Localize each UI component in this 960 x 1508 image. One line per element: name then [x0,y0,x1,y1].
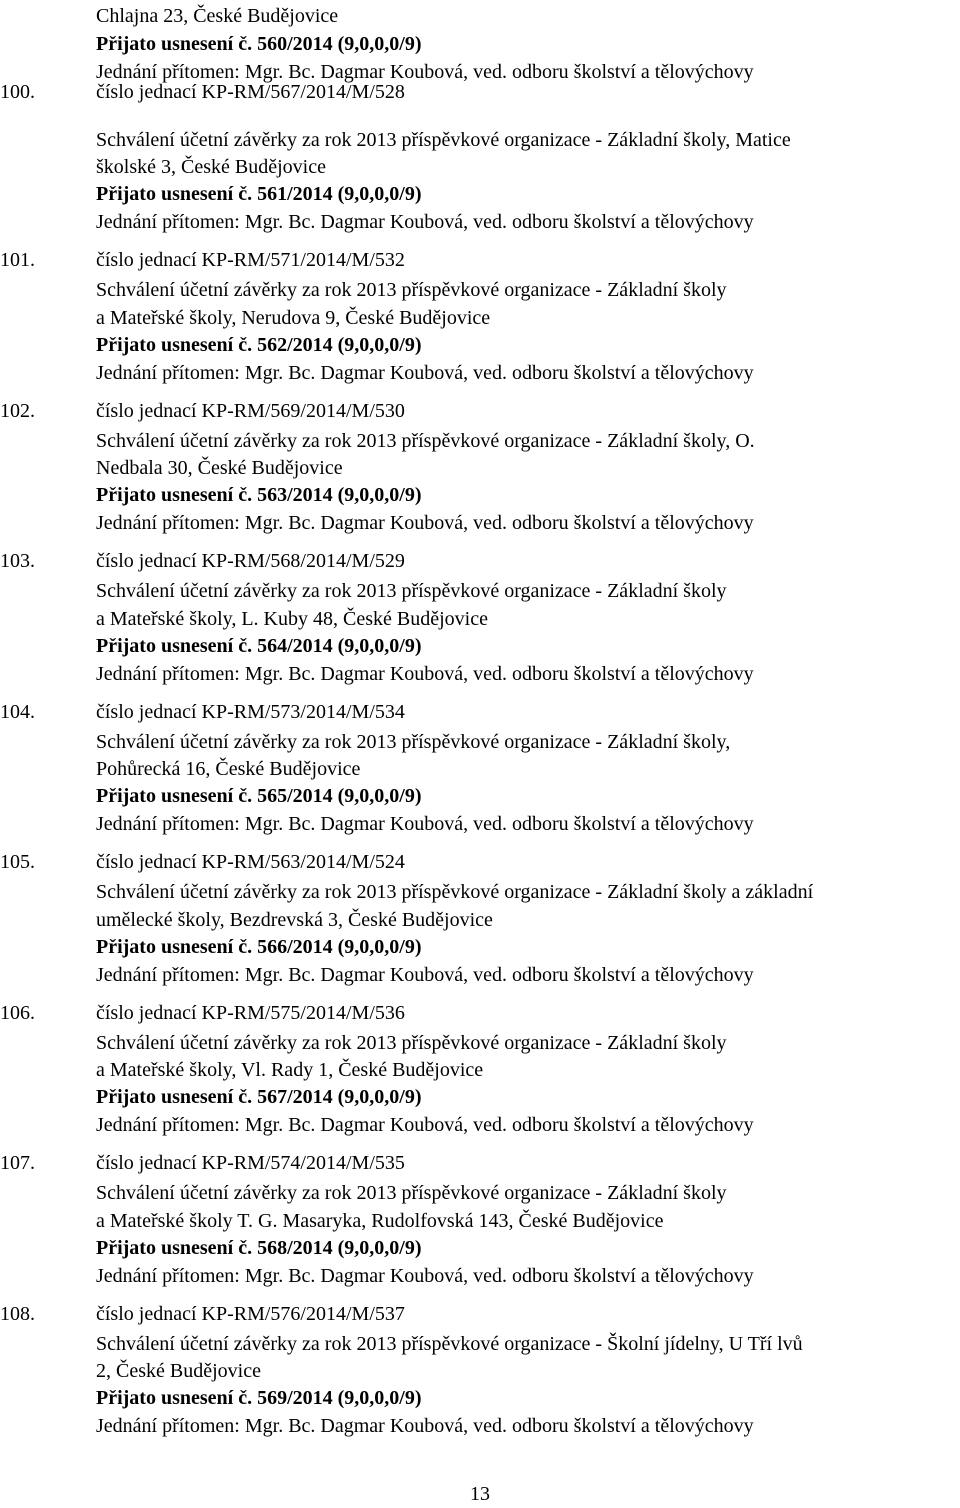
item-number: 101. [0,249,35,271]
item-resolution: Přijato usnesení č. 568/2014 (9,0,0,0/9) [96,1237,422,1259]
item-number: 106. [0,1002,35,1024]
page-number: 13 [470,1483,490,1505]
item-resolution: Přijato usnesení č. 566/2014 (9,0,0,0/9) [96,936,422,958]
item-title-line: Schválení účetní závěrky za rok 2013 příspěvkové organizace - Základní školy [96,279,727,301]
item-reference: číslo jednací KP-RM/573/2014/M/534 [96,701,405,723]
item-number: 103. [0,550,35,572]
item-title-line: Nedbala 30, České Budějovice [96,457,343,479]
item-reference: číslo jednací KP-RM/568/2014/M/529 [96,550,405,572]
item-reference: číslo jednací KP-RM/567/2014/M/528 [96,81,405,103]
item-reference: číslo jednací KP-RM/563/2014/M/524 [96,851,405,873]
item-title-line: Schválení účetní závěrky za rok 2013 příspěvkové organizace - Základní školy, Matice [96,129,791,151]
item-reference: číslo jednací KP-RM/569/2014/M/530 [96,400,405,422]
item-number: 102. [0,400,35,422]
item-reference: číslo jednací KP-RM/576/2014/M/537 [96,1303,405,1325]
item-title-line: Schválení účetní závěrky za rok 2013 příspěvkové organizace - Základní školy, [96,731,731,753]
item-title-line: a Mateřské školy, Vl. Rady 1, České Budějovice [96,1059,484,1081]
item-title-line: 2, České Budějovice [96,1360,261,1382]
item-presenter: Jednání přítomen: Mgr. Bc. Dagmar Koubová, ved. odboru školství a tělovýchovy [96,1415,754,1437]
item-presenter: Jednání přítomen: Mgr. Bc. Dagmar Koubová, ved. odboru školství a tělovýchovy [96,1265,754,1287]
item-title-line: Schválení účetní závěrky za rok 2013 příspěvkové organizace - Základní školy a základní [96,881,814,903]
item-title-line: Schválení účetní závěrky za rok 2013 příspěvkové organizace - Základní školy, O. [96,430,755,452]
item-number: 107. [0,1152,35,1174]
continued-resolution: Přijato usnesení č. 560/2014 (9,0,0,0/9) [96,33,422,55]
item-title-line: a Mateřské školy, Nerudova 9, České Budějovice [96,307,491,329]
item-presenter: Jednání přítomen: Mgr. Bc. Dagmar Koubová, ved. odboru školství a tělovýchovy [96,362,754,384]
item-resolution: Přijato usnesení č. 564/2014 (9,0,0,0/9) [96,635,422,657]
item-title-line: Schválení účetní závěrky za rok 2013 příspěvkové organizace - Základní školy [96,580,727,602]
item-title-line: a Mateřské školy, L. Kuby 48, České Budějovice [96,608,488,630]
item-number: 104. [0,701,35,723]
item-reference: číslo jednací KP-RM/575/2014/M/536 [96,1002,405,1024]
item-reference: číslo jednací KP-RM/571/2014/M/532 [96,249,405,271]
continued-address: Chlajna 23, České Budějovice [96,5,339,27]
item-resolution: Přijato usnesení č. 569/2014 (9,0,0,0/9) [96,1387,422,1409]
item-resolution: Přijato usnesení č. 561/2014 (9,0,0,0/9) [96,183,422,205]
item-resolution: Přijato usnesení č. 565/2014 (9,0,0,0/9) [96,785,422,807]
item-presenter: Jednání přítomen: Mgr. Bc. Dagmar Koubová, ved. odboru školství a tělovýchovy [96,512,754,534]
item-reference: číslo jednací KP-RM/574/2014/M/535 [96,1152,405,1174]
item-number: 105. [0,851,35,873]
item-title-line: umělecké školy, Bezdrevská 3, České Budějovice [96,909,493,931]
item-presenter: Jednání přítomen: Mgr. Bc. Dagmar Koubová, ved. odboru školství a tělovýchovy [96,813,754,835]
item-title-line: Pohůrecká 16, České Budějovice [96,758,361,780]
item-presenter: Jednání přítomen: Mgr. Bc. Dagmar Koubová, ved. odboru školství a tělovýchovy [96,211,754,233]
item-resolution: Přijato usnesení č. 562/2014 (9,0,0,0/9) [96,334,422,356]
item-title-line: Schválení účetní závěrky za rok 2013 příspěvkové organizace - Základní školy [96,1032,727,1054]
item-title-line: a Mateřské školy T. G. Masaryka, Rudolfovská 143, České Budějovice [96,1210,664,1232]
item-title-line: školské 3, České Budějovice [96,156,326,178]
item-presenter: Jednání přítomen: Mgr. Bc. Dagmar Koubová, ved. odboru školství a tělovýchovy [96,663,754,685]
item-title-line: Schválení účetní závěrky za rok 2013 příspěvkové organizace - Školní jídelny, U Tří lvů [96,1333,803,1355]
item-presenter: Jednání přítomen: Mgr. Bc. Dagmar Koubová, ved. odboru školství a tělovýchovy [96,1114,754,1136]
item-number: 100. [0,81,35,103]
item-resolution: Přijato usnesení č. 567/2014 (9,0,0,0/9) [96,1086,422,1108]
item-title-line: Schválení účetní závěrky za rok 2013 příspěvkové organizace - Základní školy [96,1182,727,1204]
item-resolution: Přijato usnesení č. 563/2014 (9,0,0,0/9) [96,484,422,506]
item-presenter: Jednání přítomen: Mgr. Bc. Dagmar Koubová, ved. odboru školství a tělovýchovy [96,964,754,986]
item-number: 108. [0,1303,35,1325]
continued-presenter: Jednání přítomen: Mgr. Bc. Dagmar Koubová, ved. odboru školství a tělovýchovy [96,61,754,83]
